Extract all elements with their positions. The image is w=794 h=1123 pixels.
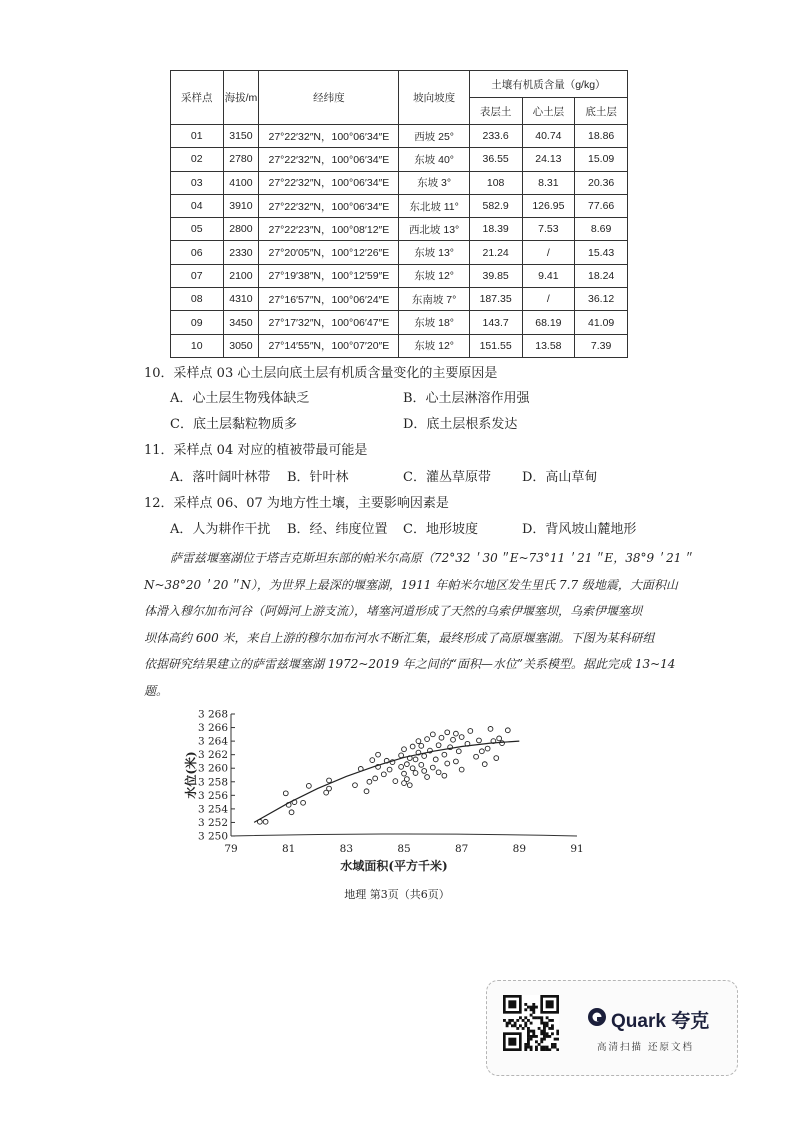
data-point [436,743,441,748]
data-point [439,735,444,740]
table-cell-m: 8.31 [522,171,575,194]
table-cell-id: 09 [171,311,224,334]
data-point [419,762,424,767]
question-11-option-d: D．高山草甸 [522,470,598,485]
table-cell-s: 233.6 [469,125,522,148]
passage-line: 依据研究结果建立的萨雷兹堰塞湖 1972~2019 年之间的“面积—水位”关系模型。据此完成 13~14 [144,657,676,671]
passage-line: 题。 [144,683,169,698]
data-point [381,772,386,777]
table-row [171,311,628,334]
table-cell-s: 582.9 [469,194,522,217]
y-tick-label: 3 264 [197,735,228,748]
table-cell-id: 01 [171,125,224,148]
table-cell-m: 7.53 [522,218,575,241]
data-point [454,759,459,764]
y-tick-label: 3 258 [197,776,228,789]
table-cell-coord: 27°22′23″N，100°08′12″E [259,218,399,241]
table-cell-slope: 东坡 12° [399,334,469,357]
data-point [482,762,487,767]
data-point [367,779,372,784]
data-point [494,756,499,761]
table-cell-id: 10 [171,334,224,357]
table-cell-coord: 27°20′05″N，100°12′26″E [259,241,399,264]
table-cell-m: / [522,241,575,264]
table-cell-alt: 3150 [223,125,259,148]
data-point [301,800,306,805]
data-point [402,781,407,786]
y-tick-label: 3 266 [197,722,228,735]
header-bottom: 底土层 [575,98,628,125]
x-tick-label: 81 [281,843,296,855]
data-point [393,779,398,784]
y-tick-label: 3 260 [197,762,228,775]
passage-line: 萨雷兹堰塞湖位于塔吉克斯坦东部的帕米尔高原（72°32＇30＂E~73°11＇21＂E，38°9＇21＂ [170,551,694,565]
x-tick-label: 91 [570,843,584,855]
table-cell-s: 36.55 [469,148,522,171]
table-cell-alt: 2330 [223,241,259,264]
table-cell-id: 03 [171,171,224,194]
question-10-stem: 10．采样点 03 心土层向底土层有机质含量变化的主要原因是 [144,366,498,381]
table-cell-slope: 东坡 40° [399,148,469,171]
data-point [459,767,464,772]
table-cell-alt: 3050 [223,334,259,357]
data-point [422,769,427,774]
data-point [399,753,404,758]
table-cell-slope: 西北坡 13° [399,218,469,241]
page-footer: 地理 第3页（共6页） [344,888,450,901]
question-12-option-b: B．经、纬度位置 [287,522,388,537]
header-organic: 土壤有机质含量（g/kg） [469,71,627,98]
x-axis-line [231,834,577,836]
soil-organic-table [170,70,628,358]
data-point [442,752,447,757]
y-tick-label: 3 252 [197,816,228,829]
data-point [456,749,461,754]
table-cell-slope: 东坡 13° [399,241,469,264]
fit-curve [254,741,519,822]
data-point [474,754,479,759]
data-point [413,771,418,776]
x-tick-label: 85 [397,843,411,855]
passage-line: 体滑入穆尔加布河谷（阿姆河上游支流），堵塞河道形成了天然的乌索伊堰塞坝，乌索伊堰塞坝 [144,604,643,618]
data-point [413,757,418,762]
data-point [451,737,456,742]
data-point [505,728,510,733]
data-point [500,741,505,746]
table-cell-coord: 27°22′32″N，100°06′34″E [259,171,399,194]
table-cell-s: 39.85 [469,264,522,287]
table-cell-b: 20.36 [575,171,628,194]
header-coords: 经纬度 [259,71,399,125]
question-12-stem: 12．采样点 06、07 为地方性土壤，主要影响因素是 [144,496,449,511]
y-tick-label: 3 254 [197,803,228,816]
table-cell-alt: 3910 [223,194,259,217]
y-tick-label: 3 256 [197,789,228,802]
y-tick-label: 3 268 [197,708,228,721]
table-cell-s: 21.24 [469,241,522,264]
data-point [445,730,450,735]
data-point [404,762,409,767]
passage-line: 坝体高约 600 米，来自上游的穆尔加布河水不断汇集，最终形成了高原堰塞湖。下图为某科研组 [144,630,655,645]
table-cell-m: 24.13 [522,148,575,171]
data-point [454,731,459,736]
y-tick-label: 3 262 [197,749,228,762]
table-cell-coord: 27°22′32″N，100°06′34″E [259,125,399,148]
table-cell-id: 04 [171,194,224,217]
question-10-option-b: B．心土层淋溶作用强 [403,391,530,406]
table-cell-b: 7.39 [575,334,628,357]
quark-logo-icon [587,1007,607,1027]
table-cell-s: 187.35 [469,288,522,311]
table-row [171,334,628,357]
table-cell-id: 08 [171,288,224,311]
table-cell-alt: 2780 [223,148,259,171]
table-cell-coord: 27°14′55″N，100°07′20″E [259,334,399,357]
question-10-option-d: D．底土层根系发达 [403,417,518,432]
table-cell-alt: 4100 [223,171,259,194]
data-point [376,752,381,757]
table-cell-s: 151.55 [469,334,522,357]
table-cell-m: 126.95 [522,194,575,217]
data-point [468,729,473,734]
table-cell-id: 02 [171,148,224,171]
table-row [171,148,628,171]
table-cell-b: 18.24 [575,264,628,287]
table-cell-coord: 27°19′38″N，100°12′59″E [259,264,399,287]
table-cell-b: 15.43 [575,241,628,264]
table-cell-slope: 东北坡 11° [399,194,469,217]
data-point [419,743,424,748]
qr-code-icon [503,995,559,1051]
passage [144,545,730,704]
x-tick-label: 89 [512,843,527,855]
passage-line: N~38°20＇20＂N），为世界上最深的堰塞湖，1911 年帕米尔地区发生里氏 7.7 级地震，大面积山 [144,577,678,592]
table-cell-id: 06 [171,241,224,264]
data-point [399,764,404,769]
table-cell-slope: 东坡 3° [399,171,469,194]
table-cell-alt: 3450 [223,311,259,334]
table-cell-alt: 2800 [223,218,259,241]
question-10-option-a: A．心土层生物残体缺乏 [170,391,310,406]
y-tick-label: 3 250 [197,830,228,843]
header-surface: 表层土 [469,98,522,125]
data-point [430,765,435,770]
x-tick-label: 83 [339,843,354,855]
table-row [171,218,628,241]
data-point [425,737,430,742]
table-cell-alt: 4310 [223,288,259,311]
table-cell-b: 36.12 [575,288,628,311]
data-point [445,761,450,766]
data-point [402,771,407,776]
quark-scan-badge [486,980,738,1076]
data-point [410,744,415,749]
data-point [410,766,415,771]
data-point [430,732,435,737]
question-11-stem: 11．采样点 04 对应的植被带最可能是 [144,443,368,458]
table-cell-b: 8.69 [575,218,628,241]
table-row [171,241,628,264]
data-point [306,783,311,788]
data-point [479,749,484,754]
data-point [283,791,288,796]
table-cell-m: / [522,288,575,311]
question-11-option-b: B．针叶林 [287,470,349,485]
table-cell-s: 108 [469,171,522,194]
y-axis-label: 水位(米) [184,751,198,799]
data-point [436,770,441,775]
table-cell-s: 18.39 [469,218,522,241]
table-row [171,125,628,148]
table-cell-coord: 27°22′32″N，100°06′34″E [259,148,399,171]
data-point [387,767,392,772]
table-cell-s: 143.7 [469,311,522,334]
table-cell-b: 15.09 [575,148,628,171]
table-cell-m: 40.74 [522,125,575,148]
question-12-option-d: D．背风坡山麓地形 [522,522,637,537]
table-cell-b: 18.86 [575,125,628,148]
table-cell-m: 68.19 [522,311,575,334]
table-cell-alt: 2100 [223,264,259,287]
data-point [364,789,369,794]
data-point [459,735,464,740]
table-cell-slope: 东南坡 7° [399,288,469,311]
header-middle: 心土层 [522,98,575,125]
data-point [370,758,375,763]
data-point [497,736,502,741]
question-12-option-c: C．地形坡度 [403,522,478,537]
quark-brand: Quark 夸克 [611,1011,710,1032]
table-cell-b: 41.09 [575,311,628,334]
data-point [433,757,438,762]
data-point [353,783,358,788]
table-cell-slope: 东坡 12° [399,264,469,287]
header-altitude: 海拔/m [223,71,259,125]
table-cell-b: 77.66 [575,194,628,217]
x-axis-label: 水域面积(平方千米) [340,859,448,873]
data-point [477,738,482,743]
table-cell-coord: 27°16′57″N，100°06′24″E [259,288,399,311]
data-point [422,754,427,759]
question-11-option-c: C．灌丛草原带 [403,470,491,485]
table-body [171,125,628,358]
data-point [263,819,268,824]
table-cell-slope: 东坡 18° [399,311,469,334]
table-cell-m: 9.41 [522,264,575,287]
area-water-level-chart [175,702,605,874]
data-point [407,783,412,788]
data-point [373,776,378,781]
data-point [416,739,421,744]
header-point: 采样点 [171,71,224,125]
question-11-option-a: A．落叶阔叶林带 [170,470,271,485]
table-row [171,288,628,311]
x-tick-label: 79 [224,843,238,855]
table-row [171,171,628,194]
data-point [485,746,490,751]
table-cell-id: 05 [171,218,224,241]
table-cell-id: 07 [171,264,224,287]
table-row [171,194,628,217]
table-row [171,264,628,287]
data-point [442,773,447,778]
data-point [425,775,430,780]
quark-tagline: 高清扫描 还原文档 [597,1042,695,1053]
table-cell-slope: 西坡 25° [399,125,469,148]
data-point [488,727,493,732]
data-point [327,778,332,783]
data-point [402,747,407,752]
data-point [327,786,332,791]
table-cell-m: 13.58 [522,334,575,357]
x-tick-label: 87 [454,843,469,855]
table-cell-coord: 27°17′32″N，100°06′47″E [259,311,399,334]
question-12-option-a: A．人为耕作干扰 [170,522,271,537]
header-slope: 坡向坡度 [399,71,469,125]
table-cell-coord: 27°22′32″N，100°06′34″E [259,194,399,217]
question-10-option-c: C．底土层黏粒物质多 [170,417,297,432]
data-point [289,810,294,815]
